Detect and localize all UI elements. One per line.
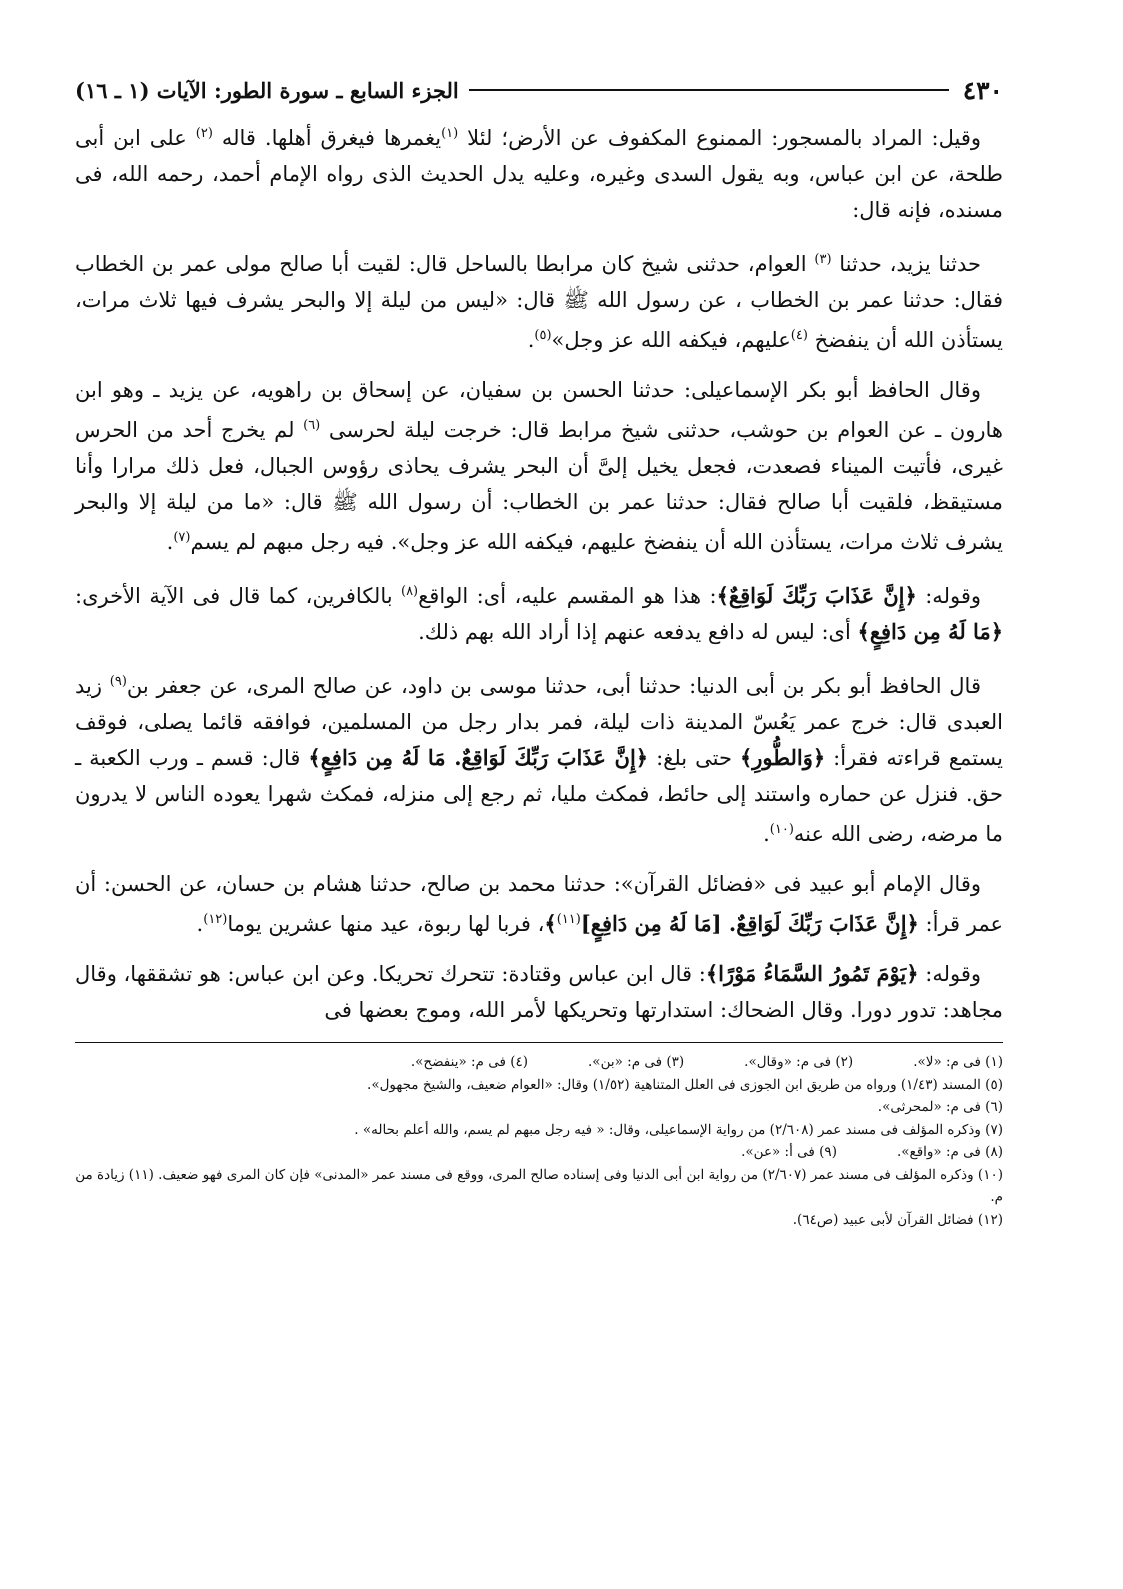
text-run: وقال الحافظ أبو بكر الإسماعيلى: حدثنا الحسن بن سفيان، عن إسحاق بن راهويه، عن يزيد ـ وهو ابن هارون ـ عن العوام بن حوشب، حدثنى شيخ مرابط قال: خرجت ليلة لحرسى	[75, 378, 1003, 442]
text-run: قال: قسم ـ ورب الكعبة ـ حق. فنزل عن حماره واستند إلى حائط، فمكث مليا، ثم رجع إلى منزله، فمكث شهرا يعوده الناس لا يدرون ما مرضه، رضى الله عنه	[75, 746, 1003, 846]
footnote-marker: (٦)	[303, 418, 321, 433]
quran-verse: ﴿إِنَّ عَذَابَ رَبِّكَ لَوَاقِعٌ. مَا لَهُ مِن دَافِعٍ﴾	[308, 745, 649, 770]
text-run: حدثنا يزيد، حدثنا	[831, 252, 982, 276]
text-run: : قال ابن عباس وقتادة: تتحرك تحريكا. وعن ابن عباس: هو تشققها، وقال مجاهد: تدور دورا. وقال الضحاك: استدارتها وتحريكها لأمر الله، وموج بعضها فى	[75, 962, 1003, 1022]
main-text	[75, 116, 1003, 1028]
footnote-marker: (٨)	[400, 584, 419, 599]
text-run: : هذا هو المقسم عليه، أى: الواقع	[418, 584, 717, 608]
text-run: يغمرها فيغرق أهلها. قاله	[212, 126, 442, 150]
text-run: .	[196, 912, 204, 936]
quran-verse: ﴿إِنَّ عَذَابَ رَبِّكَ لَوَاقِعٌ. [مَا لَهُ مِن دَافِعٍ]	[580, 911, 919, 936]
paragraph	[75, 372, 1003, 560]
footnote: (١) فى م: «لا».	[913, 1054, 1003, 1070]
footnote: (٩) فى أ: «عن».	[741, 1144, 837, 1160]
footnote: (٥) المسند (١/٤٣) ورواه من طريق ابن الجوزى فى العلل المتناهية (١/٥٢) وقال: «العوام ضعيف، والشيخ مجهول».	[367, 1076, 1003, 1093]
page-number: ٤٣٠	[962, 75, 1003, 105]
footnote: (٤) فى م: «ينفضح».	[410, 1054, 529, 1070]
footnote: (٢) فى م: «وقال».	[744, 1054, 854, 1070]
text-run: .	[166, 530, 174, 554]
quran-verse: ﴿يَوْمَ تَمُورُ السَّمَاءُ مَوْرًا﴾	[705, 961, 919, 986]
header-rule	[469, 89, 949, 91]
text-run: زيد العبدى قال: خرج عمر يَعُسّ المدينة ذات ليلة، فمر بدار رجل من المسلمين، فوافقه قائما يصلى، فوقف يستمع قراءته فقرأ:	[75, 674, 1004, 770]
text-run: عليهم، فيكفه الله عز وجل»	[551, 328, 791, 352]
paragraph	[75, 956, 1003, 1028]
footnote-marker: (٩)	[109, 674, 127, 689]
text-run: وقوله:	[918, 962, 982, 986]
quran-verse: ﴿مَا لَهُ مِن دَافِعٍ﴾	[857, 619, 1003, 644]
footnote-marker: (١)	[441, 126, 459, 141]
text-run: بالكافرين، كما قال فى الآية الأخرى:	[75, 584, 401, 608]
footnote-separator	[75, 1042, 1003, 1043]
footnote-marker: (٣)	[814, 252, 832, 267]
footnote-row	[75, 1051, 1003, 1074]
quran-verse: ﴾	[544, 911, 557, 936]
footnote-marker: (٢)	[195, 126, 213, 141]
footnotes	[75, 1051, 1003, 1231]
quran-verse: ﴿إِنَّ عَذَابَ رَبِّكَ لَوَاقِعٌ﴾	[716, 583, 917, 608]
paragraph	[75, 242, 1003, 358]
paragraph	[75, 116, 1003, 228]
text-run: حتى بلغ:	[648, 746, 740, 770]
paragraph	[75, 664, 1003, 852]
footnote-marker: (١٠)	[769, 822, 794, 837]
text-run: لم يخرج أحد من الحرس غيرى، فأتيت الميناء فصعدت، فجعل يخيل إلىَّ أن البحر يشرف يحاذى رؤوس الجبال، فعل ذلك مرارا وأنا مستيقظ، فلقيت أبا صالح فقال: حدثنا عمر بن الخطاب: أن رسول الله ﷺ قال: «ما من ليلة إلا والبحر يشرف ثلاث مرات، يستأذن الله أن ينفضخ عليهم، فيكفه الله عز وجل». فيه رجل مبهم لم يسم	[75, 418, 1003, 554]
footnote-marker: (٥)	[534, 328, 552, 343]
footnote: (١٠) وذكره المؤلف فى مسند عمر (٢/٦٠٧) من رواية ابن أبى الدنيا وفى إسناده صالح المرى، ووقع فى مسند عمر «المدنى» فإن كان المرى فهو ضعيف. (١١) زيادة من م.	[75, 1166, 1003, 1205]
footnote-marker: (١٢)	[203, 912, 228, 927]
running-title: الجزء السابع ـ سورة الطور: الآيات (١ ـ ١٦)	[75, 77, 459, 103]
text-run: العوام، حدثنى شيخ كان مرابطا بالساحل قال: لقيت أبا صالح مولى عمر بن الخطاب فقال: حدثنا عمر بن الخطاب ، عن رسول الله ﷺ قال: «ليس من ليلة إلا والبحر يشرف فيها ثلاث مرات، يستأذن الله أن ينفضخ	[75, 252, 1003, 352]
text-run: وقيل: المراد بالمسجور: الممنوع المكفوف عن الأرض؛ لئلا	[458, 126, 981, 150]
footnote: (١٢) فضائل القرآن لأبى عبيد (ص٦٤).	[792, 1211, 1003, 1228]
paragraph	[75, 574, 1003, 650]
paragraph	[75, 866, 1003, 942]
quran-verse: ﴿وَالطُّورِ﴾	[739, 745, 826, 770]
text-run: .	[763, 822, 770, 846]
text-run: وقال الإمام أبو عبيد فى «فضائل القرآن»: حدثنا محمد بن صالح، حدثنا هشام بن حسان، عن الحسن: أن عمر قرأ:	[75, 872, 1003, 936]
footnote-marker: (١١)	[556, 912, 581, 927]
text-run: ، فربا لها ربوة، عيد منها عشرين يوما	[227, 912, 545, 936]
text-run: .	[527, 328, 535, 352]
footnote-row	[75, 1141, 1003, 1164]
footnote-marker: (٧)	[173, 530, 191, 545]
footnote: (٧) وذكره المؤلف فى مسند عمر (٢/٦٠٨) من رواية الإسماعيلى، وقال: « فيه رجل مبهم لم يسم، والله أعلم بحاله» .	[354, 1121, 1003, 1138]
footnote: (٦) فى م: «لمحرثى».	[877, 1099, 1003, 1115]
text-run: وقوله:	[916, 584, 981, 608]
footnote-marker: (٤)	[790, 328, 808, 343]
text-run: على ابن أبى طلحة، عن ابن عباس، وبه يقول السدى وغيره، وعليه يدل الحديث الذى رواه الإمام أحمد، رحمه الله، فى مسنده، فإنه قال:	[75, 126, 1003, 222]
footnote: (٨) فى م: «واقع».	[896, 1144, 1003, 1160]
text-run: أى: ليس له دافع يدفعه عنهم إذا أراد الله بهم ذلك.	[418, 620, 858, 644]
running-header	[75, 70, 1003, 110]
text-run: قال الحافظ أبو بكر بن أبى الدنيا: حدثنا أبى، حدثنا موسى بن داود، عن صالح المرى، عن جعفر بن	[126, 674, 981, 698]
footnote: (٣) فى م: «بن».	[588, 1054, 685, 1070]
